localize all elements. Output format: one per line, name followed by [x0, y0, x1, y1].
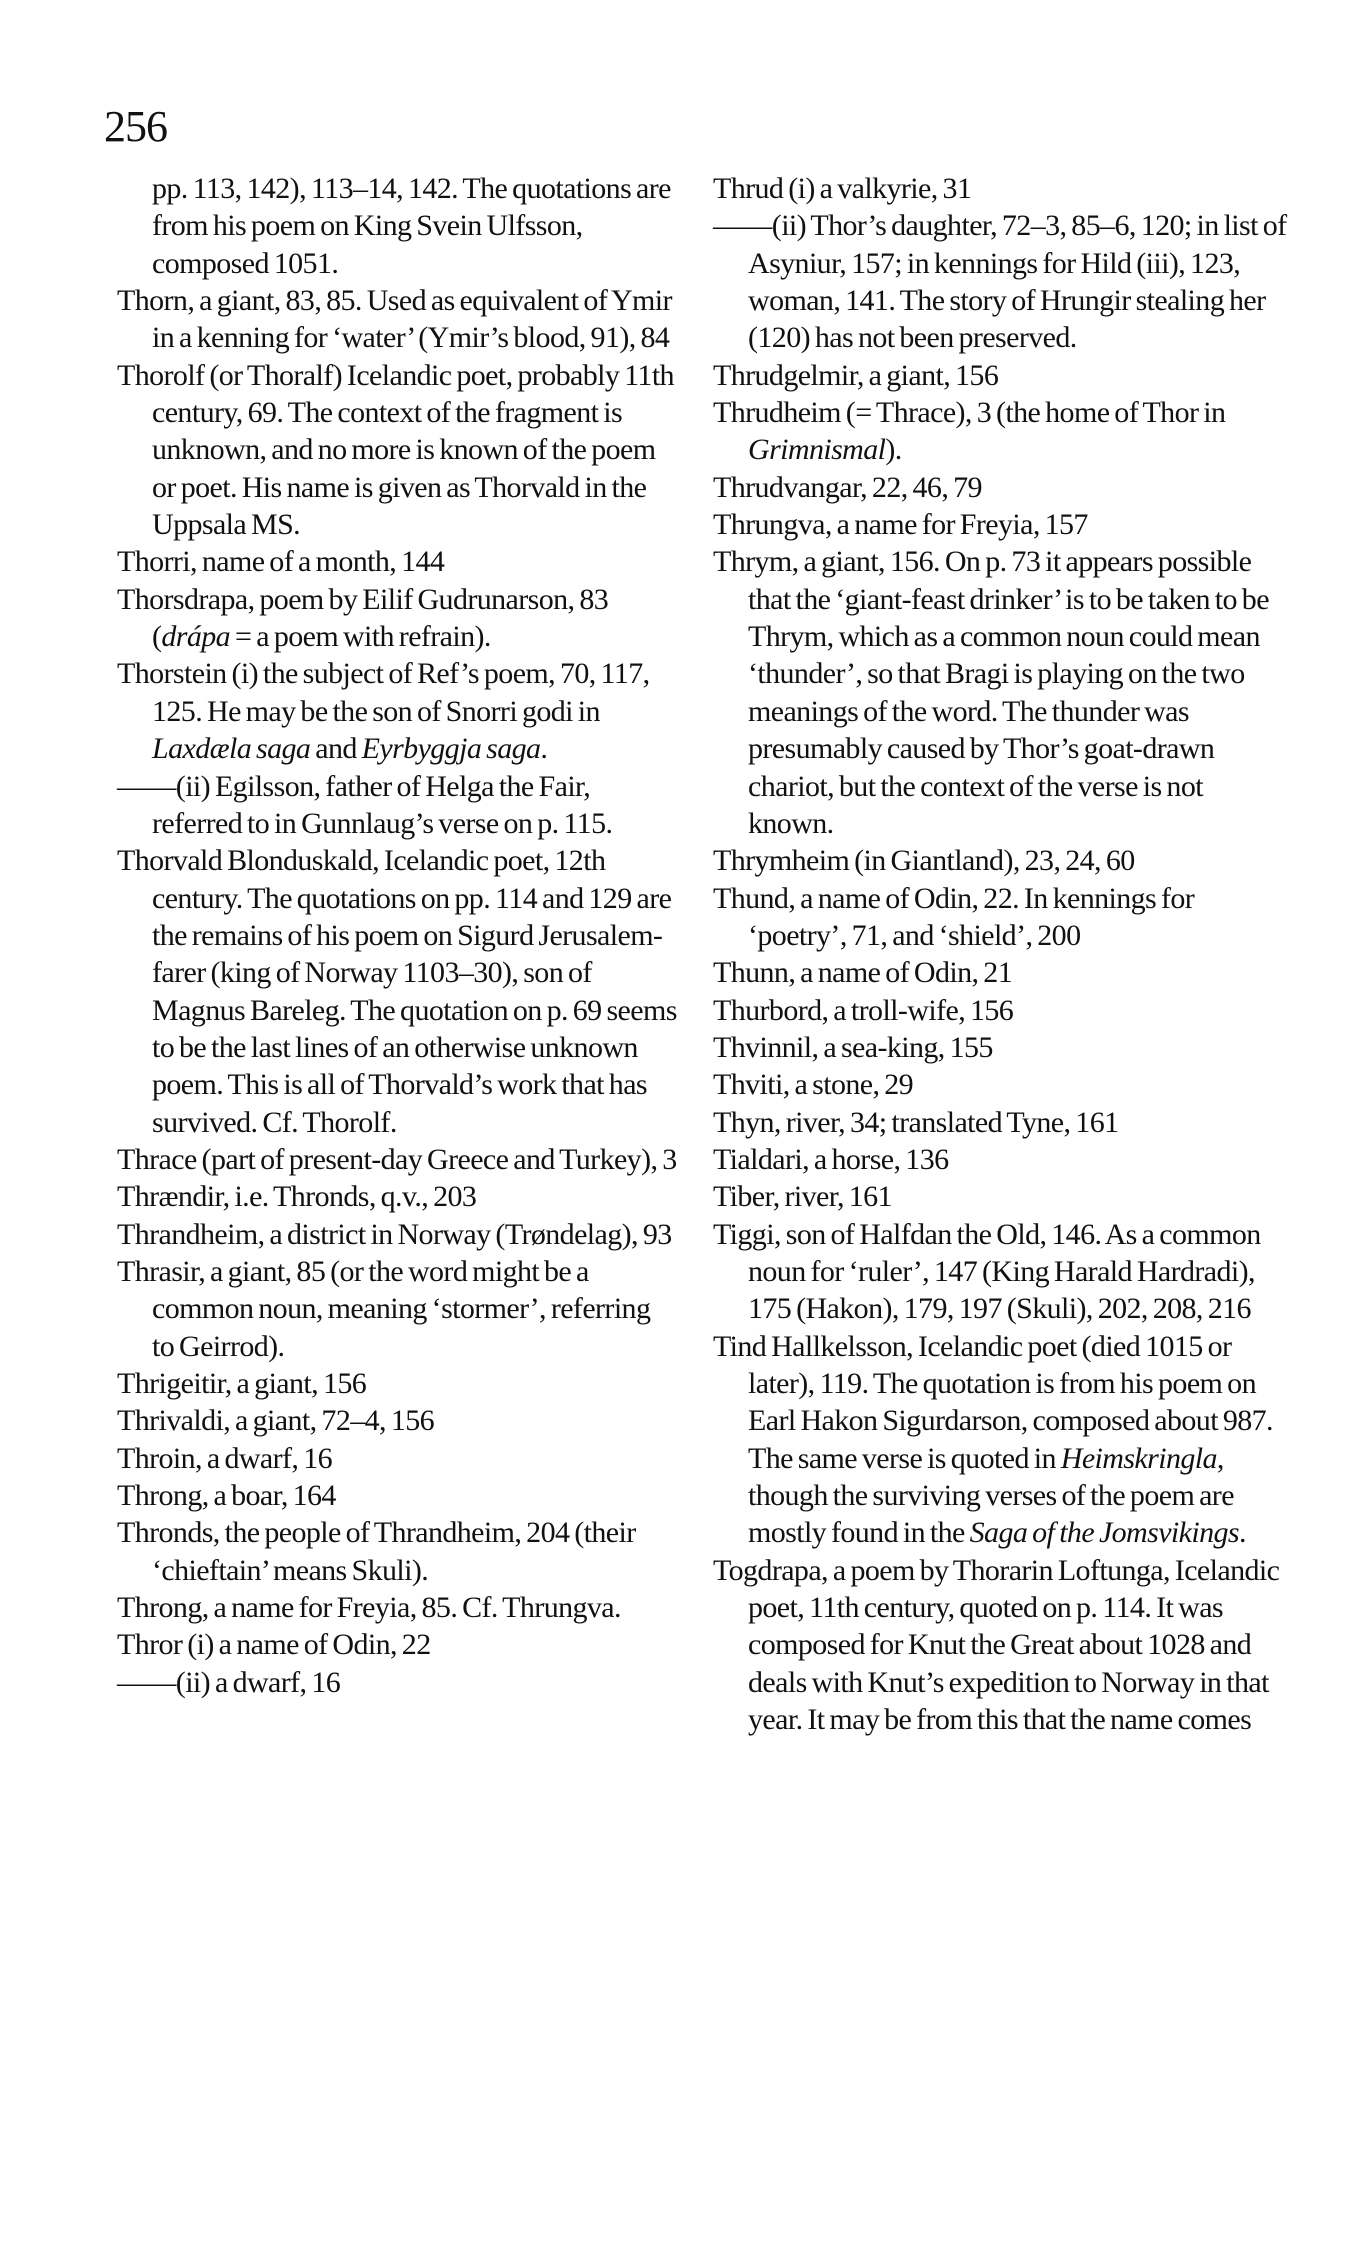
index-entry-thrymheim: Thrymheim (in Giantland), 23, 24, 60 [713, 844, 1135, 878]
index-entry-thrud-ii: ——(ii) Thor’s daughter, 72–3, 85–6, 120; in list of Asyniur, 157; in kennings for Hild (iii), 123, woman, 141. The story of Hrungir stealing her (120) has not been preserved. [713, 209, 1287, 355]
index-entry-tiggi: Tiggi, son of Halfdan the Old, 146. As a common noun for ‘ruler’, 147 (King Harald Hardradi), 175 (Hakon), 179, 197 (Skuli), 202, 208, 216 [713, 1217, 1261, 1326]
index-entry-thyn: Thyn, river, 34; translated Tyne, 161 [713, 1105, 1119, 1139]
index-entry-thrudheim: Thrudheim (= Thrace), 3 (the home of Thor in Grimnismal). [713, 396, 1226, 467]
index-entry-thror-ii: ——(ii) a dwarf, 16 [117, 1665, 341, 1699]
index-entry-thrandheim: Thrandheim, a district in Norway (Trøndelag), 93 [117, 1217, 672, 1251]
index-entry-thorsdrapa: Thorsdrapa, poem by Eilif Gudrunarson, 83 (drápa = a poem with refrain). [117, 582, 609, 654]
index-entry-thurbord: Thurbord, a troll-wife, 156 [713, 993, 1014, 1027]
index-entry-tialdari: Tialdari, a horse, 136 [713, 1142, 949, 1176]
index-entry-thorn: Thorn, a giant, 83, 85. Used as equivalent of Ymir in a kenning for ‘water’ (Ymir’s blood, 91), 84 [117, 284, 672, 355]
index-entry-tind-hallkelsson: Tind Hallkelsson, Icelandic poet (died 1015 or later), 119. The quotation is from his poem on Earl Hakon Sigurdarson, composed about 987. The same verse is quoted in Heimskringla, though the surviving verses of the poem are mostly found in the Saga of the Jomsvikings. [713, 1329, 1273, 1550]
index-entry-continuation: pp. 113, 142), 113–14, 142. The quotations are from his poem on King Svein Ulfsson, composed 1051. [152, 172, 671, 280]
index-entry-throng-boar: Throng, a boar, 164 [117, 1479, 336, 1513]
index-entry-thorvald-blonduskald: Thorvald Blonduskald, Icelandic poet, 12th century. The quotations on pp. 114 and 129 are the remains of his poem on Sigurd Jerusalem-farer (king of Norway 1103–30), son of Magnus Bareleg. The quotation on p. 69 seems to be the last lines of an otherwise unknown poem. This is all of Thorvald’s work that has survived. Cf. Thorolf. [117, 844, 677, 1139]
index-entry-thrym: Thrym, a giant, 156. On p. 73 it appears possible that the ‘giant-feast drinker’ is to be taken to be Thrym, which as a common noun could mean ‘thunder’, so that Bragi is playing on the two meanings of the word. The thunder was presumably caused by Thor’s goat-drawn chariot, but the context of the verse is not known. [713, 545, 1269, 840]
index-entry-thronds: Thronds, the people of Thrandheim, 204 (their ‘chieftain’ means Skuli). [117, 1516, 636, 1587]
index-entry-thunn: Thunn, a name of Odin, 21 [713, 956, 1013, 990]
index-entry-thorolf: Thorolf (or Thoralf) Icelandic poet, probably 11th century, 69. The context of the fragment is unknown, and no more is known of the poem or poet. His name is given as Thorvald in the Uppsala MS. [117, 358, 674, 542]
index-entry-togdrapa: Togdrapa, a poem by Thorarin Loftunga, Icelandic poet, 11th century, quoted on p. 114. It was composed for Knut the Great about 1028 and deals with Knut’s expedition to Norway in that year. It may be from this that the name comes [713, 1553, 1280, 1737]
index-entry-thrudvangar: Thrudvangar, 22, 46, 79 [713, 470, 982, 504]
index-entry-thvinnil: Thvinnil, a sea-king, 155 [713, 1030, 993, 1064]
right-column [713, 170, 1293, 1738]
index-entry-thorri: Thorri, name of a month, 144 [117, 545, 445, 579]
index-entry-thraendir: Thrændir, i.e. Thronds, q.v., 203 [117, 1180, 477, 1214]
index-entry-thrud-i: Thrud (i) a valkyrie, 31 [713, 172, 972, 205]
index-entry-thrungva: Thrungva, a name for Freyia, 157 [713, 508, 1088, 542]
index-entry-thorstein-ii: ——(ii) Egilsson, father of Helga the Fair, referred to in Gunnlaug’s verse on p. 115. [117, 769, 613, 840]
index-entry-thror-i: Thror (i) a name of Odin, 22 [117, 1628, 431, 1662]
index-entry-throng-freyia: Throng, a name for Freyia, 85. Cf. Thrungva. [117, 1591, 621, 1625]
index-entry-thrigeitir: Thrigeitir, a giant, 156 [117, 1367, 367, 1400]
index-entry-thorstein-i: Thorstein (i) the subject of Ref’s poem, 70, 117, 125. He may be the son of Snorri godi in Laxdæla saga and Eyrbyggja saga. [117, 657, 650, 766]
index-entry-thrasir: Thrasir, a giant, 85 (or the word might be a common noun, meaning ‘stormer’, referring to Geirrod). [117, 1254, 651, 1363]
index-entry-thrudgelmir: Thrudgelmir, a giant, 156 [713, 358, 999, 392]
index-entry-thviti: Thviti, a stone, 29 [713, 1068, 914, 1102]
left-column [117, 170, 677, 1701]
index-entry-thrace: Thrace (part of present-day Greece and Turkey), 3 [117, 1142, 677, 1176]
index-entry-thrivaldi: Thrivaldi, a giant, 72–4, 156 [117, 1404, 435, 1438]
page-number: 256 [104, 102, 167, 151]
index-entry-throin: Throin, a dwarf, 16 [117, 1441, 333, 1475]
index-entry-thund: Thund, a name of Odin, 22. In kennings for ‘poetry’, 71, and ‘shield’, 200 [713, 881, 1195, 952]
index-entry-tiber: Tiber, river, 161 [713, 1180, 892, 1214]
